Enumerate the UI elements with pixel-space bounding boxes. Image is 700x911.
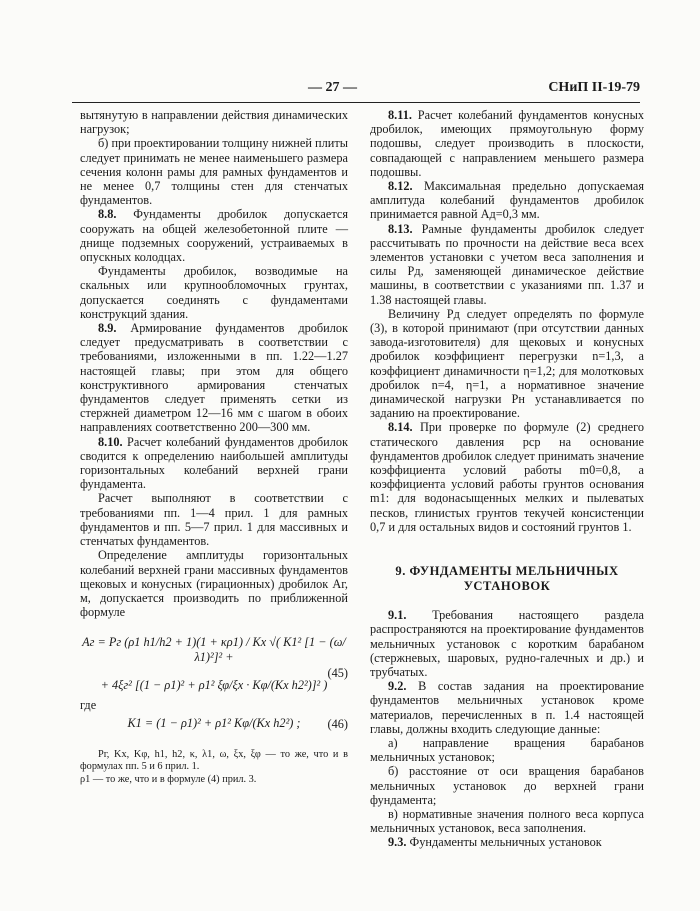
formula-45-line-1: Aг = Pг (ρ1 h1/h2 + 1)(1 + κρ1) / Kx √( K1² [1 − (ω/λ1)²]² +: [82, 635, 346, 664]
equation-number-46: (46): [327, 716, 348, 731]
clause-number: 8.14.: [388, 420, 413, 435]
formula-46: K1 = (1 − ρ1)² + ρ1² Kφ/(Kx h2²) ;: [127, 716, 301, 731]
note: Pг, Kx, Kφ, h1, h2, κ, λ1, ω, ξx, ξφ — то же, что и в формулах пп. 5 и 6 прил. 1.: [80, 748, 348, 773]
paragraph: в) нормативные значения полного веса корпуса мельничных установок, веса заполнения.: [370, 806, 644, 836]
formula-notes: [80, 749, 348, 786]
clause-text: Требования настоящего раздела распространяются на проектирование фундаментов мельничных установок с коротким барабаном (стержневых, шаровых, рудно-галечных и др.) и трубчатых.: [370, 608, 645, 679]
paragraph: а) направление вращения барабанов мельничных установок;: [370, 735, 644, 765]
formula-45-line-2: [80, 678, 348, 692]
paragraph: [80, 207, 348, 264]
clause-text: Армирование фундаментов дробилок следует предусматривать в соответствии с требованиями, изложенными в пп. 1.22—1.27 настоящей главы; при этом для общего конструктивного армирования стенчатых фундаментов следует применять сетки из стержней диаметром 12—16 мм с шагом в обоих направлениях соответственно 200—300 мм.: [80, 321, 348, 435]
where-label: где: [80, 698, 97, 713]
clause-number: 9.2.: [388, 679, 407, 694]
formula-45-text: + 4ξг² [(1 − ρ1)² + ρ1² ξφ/ξx · Kφ/(Kx h2²)]² ): [100, 677, 328, 692]
equation-number-45: (45): [327, 665, 348, 680]
clause-text: Расчет колебаний фундаментов конусных дробилок, имеющих прямоугольную форму подошвы, следует производить в плоскости, совпадающей с направлением меньшего размера подошвы.: [370, 108, 645, 179]
note: ρ1 — то же, что и в формуле (4) прил. 3.: [80, 773, 257, 785]
paragraph: [80, 321, 348, 435]
clause-number: 8.9.: [98, 321, 117, 336]
clause-text: Максимальная предельно допускаемая амплитуда колебаний фундаментов дробилок принимается равной Aд=0,3 мм.: [370, 179, 644, 222]
paragraph: [370, 179, 644, 222]
document-code: СНиП II-19-79: [548, 80, 640, 95]
paragraph: б) при проектировании толщину нижней плиты следует принимать не менее наименьшего размера сечения колонн рамы для рамных фундаментов и не менее 0,7 толщины стен для стенчатых фундаментов.: [80, 136, 348, 208]
clause-number: 8.12.: [388, 179, 413, 194]
paragraph: [370, 420, 644, 534]
paragraph: [370, 608, 644, 679]
clause-number: 8.8.: [98, 207, 117, 222]
paragraph: Величину Pд следует определять по формуле (3), в которой принимают (при отсутствии данных завода-изготовителя) для щековых и конусных дробилок коэффициент перегрузки n=1,3, а коэффициент динамичности η=1,2; для молотковых дробилок n=4, η=1, а нормативное значение динамической нагрузки Pн устанавливается по заданию на проектирование.: [370, 306, 644, 421]
page-number: — 27 —: [308, 80, 357, 95]
paragraph: [370, 108, 644, 179]
header-rule: [72, 102, 640, 103]
clause-number: 8.10.: [98, 434, 123, 449]
clause-text: Фундаменты дробилок допускается сооружать на общей железобетонной плите — днище подземных сооружений, устраиваемых в опускных колодцах.: [80, 207, 348, 265]
paragraph: [370, 835, 644, 849]
paragraph: [370, 222, 644, 307]
right-column: [370, 108, 644, 850]
clause-text: Фундаменты мельничных установок: [409, 835, 602, 850]
paragraph: Определение амплитуды горизонтальных колебаний верхней грани массивных фундаментов щековых и конусных (гирационных) дробилок Aг, м, допускается производить по приближенной формуле: [80, 548, 348, 620]
paragraph: б) расстояние от оси вращения барабанов мельничных установок до верхней грани фундамента;: [370, 764, 644, 807]
page-header: [0, 80, 700, 100]
clause-number: 9.1.: [388, 608, 407, 623]
paragraph: вытянутую в направлении действия динамических нагрузок;: [80, 108, 348, 137]
paragraph: Фундаменты дробилок, возводимые на скальных или крупнообломочных грунтах, допускается соединять с фундаментами конструкций здания.: [80, 264, 348, 321]
paragraph: [370, 679, 644, 736]
clause-text: Расчет колебаний фундаментов дробилок сводится к определению наибольшей амплитуды горизонтальных колебаний верхней грани фундамента.: [80, 434, 348, 492]
paragraph: Расчет выполняют в соответствии с требованиями пп. 1—4 прил. 1 для рамных фундаментов и пп. 5—7 прил. 1 для массивных и стенчатых фундаментов.: [80, 491, 348, 549]
paragraph: [80, 435, 348, 492]
clause-number: 8.13.: [388, 221, 413, 236]
section-title: 9. ФУНДАМЕНТЫ МЕЛЬНИЧНЫХ УСТАНОВОК: [395, 564, 619, 594]
clause-number: 9.3.: [388, 835, 407, 850]
clause-text: В состав задания на проектирование фундаментов мельничных установок кроме материалов, перечисленных в п. 1.4 настоящей главы, должны входить следующие данные:: [370, 679, 644, 736]
left-column: [80, 108, 348, 786]
clause-text: Рамные фундаменты дробилок следует рассчитывать по прочности на действие веса всех элементов установки с учетом веса заполнения и силы Pд, заменяющей динамическое действие машины, в соответствии с указаниями пп. 1.37 и 1.38 настоящей главы.: [370, 221, 645, 307]
clause-text: При проверке по формуле (2) среднего статического давления pср на основание фундаментов дробилок следует принимать значение коэффициента условий работы m0=0,8, а коэффициента условий работы грунтов основания m1: для водонасыщенных мелких и пылеватых песков, глинистых грунтов текучей консистенции 0,7 и для остальных видов и состояний грунтов 1.: [370, 420, 644, 534]
clause-number: 8.11.: [388, 108, 412, 122]
